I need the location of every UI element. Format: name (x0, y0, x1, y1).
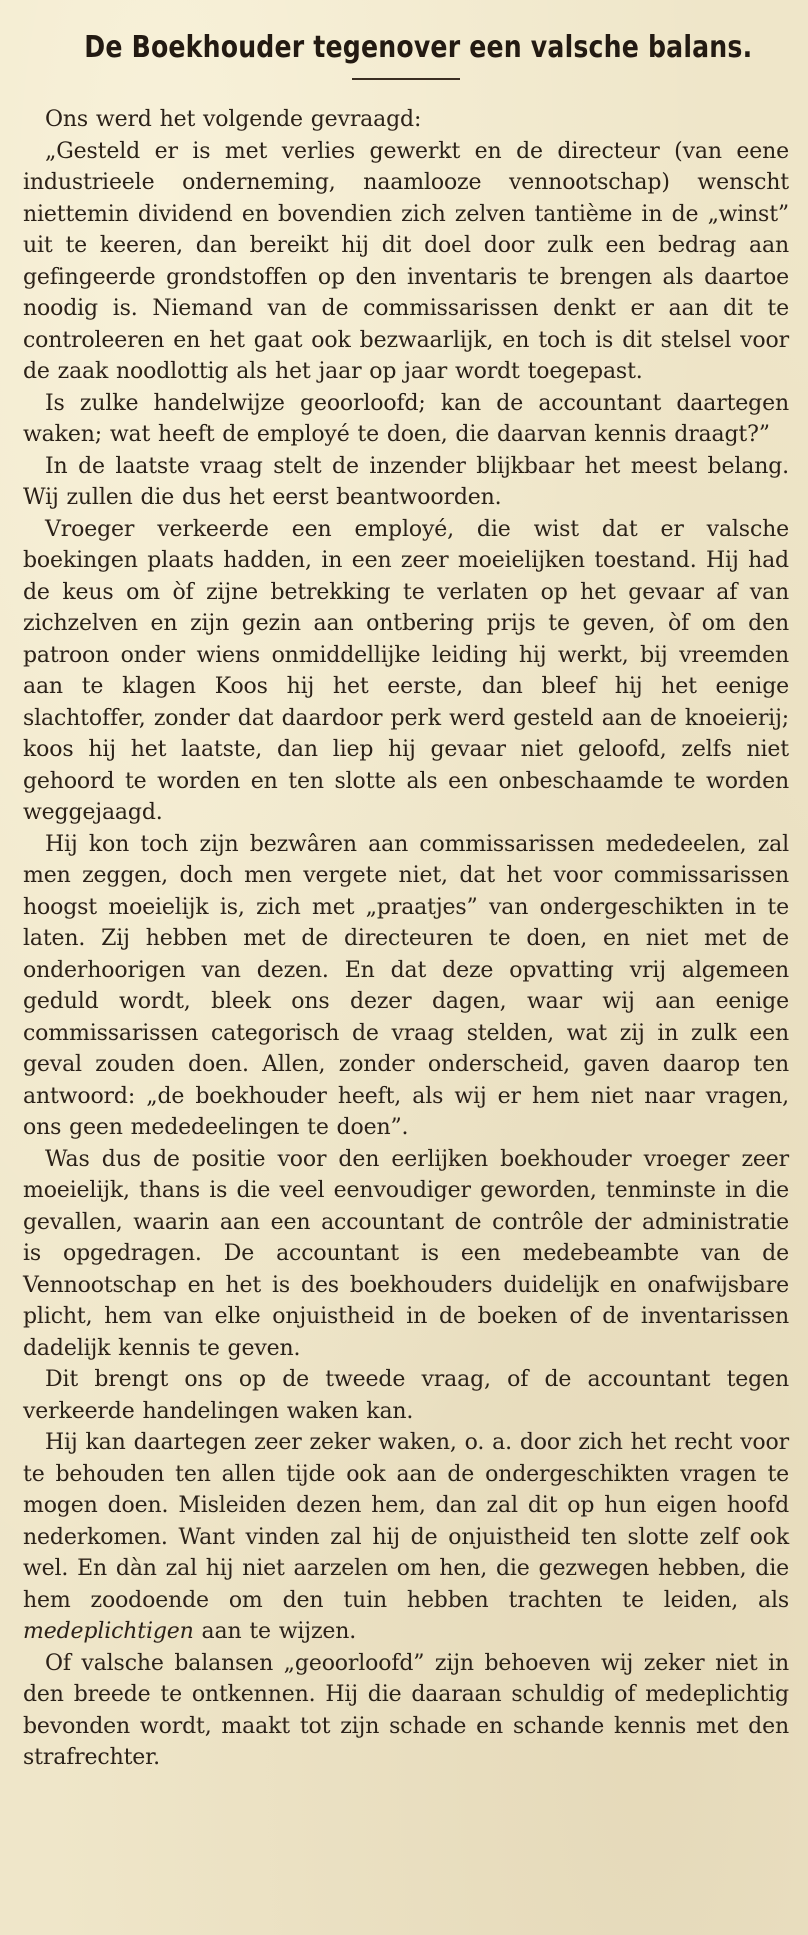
paragraph-4: In de laatste vraag stelt de inzender blijkbaar het meest belang. Wij zullen die dus het eerst beantwoorden. (23, 453, 789, 510)
emphasis-medeplichtigen: medeplichtigen (23, 1619, 194, 1644)
paragraph-3: Is zulke handelwijze geoorloofd; kan de accountant daartegen waken; wat heeft de employé te doen, die daarvan kennis draagt?” (23, 390, 789, 447)
title-divider (352, 78, 460, 80)
paragraph-7: Was dus de positie voor den eerlijken boekhouder vroeger zeer moeielijk, thans is die veel eenvoudiger geworden, tenminste in die gevallen, waarin aan een accountant de contrôle der administratie is opgedragen. De accountant is een medebeambte van de Vennootschap en het is des boekhouders duidelijk en onafwijsbare plicht, hem van elke onjuistheid in de boeken of de inventarissen dadelijk kennis te geven. (23, 1146, 789, 1361)
paragraph-9-text: Hij kan daartegen zeer zeker waken, o. a. door zich het recht voor te behouden ten allen tijde ook aan de ondergeschikten vragen te mogen doen. Misleiden dezen hem, dan zal dit op hun eigen hoofd nederkomen. Want vinden zal hij de onjuistheid ten slotte zelf ook wel. En dàn zal hij niet aarzelen om hen, die gezwegen hebben, die hem zoodoende om den tuin hebben trachten te leiden, als (23, 1430, 789, 1613)
paragraph-1: Ons werd het volgende gevraagd: (45, 107, 422, 132)
paragraph-6: Hij kon toch zijn bezwâren aan commissarissen mededeelen, zal men zeggen, doch men vergete niet, dat het voor commissarissen hoogst moeielijk is, zich met „praatjes” van ondergeschikten in te laten. Zij hebben met de directeuren te doen, en niet met de onderhoorigen van dezen. En dat deze opvatting vrij algemeen geduld wordt, bleek ons dezer dagen, waar wij aan eenige commissarissen categorisch de vraag stelden, wat zij in zulk een geval zouden doen. Allen, zonder onderscheid, gaven daarop ten antwoord: „de boekhouder heeft, als wij er hem niet naar vragen, ons geen mededeelingen te doen”. (23, 831, 789, 1140)
article-body (23, 104, 789, 1774)
paragraph-8: Dit brengt ons op de tweede vraag, of de accountant tegen verkeerde handelingen waken kan. (23, 1367, 789, 1424)
paragraph-9 (23, 1427, 789, 1648)
paragraph-10: Of valsche balansen „geoorloofd” zijn behoeven wij zeker niet in den breede te ontkennen. Hij die daaraan schuldig of medeplichtig bevonden wordt, maakt tot zijn schade en schande kennis met den strafrechter. (23, 1650, 789, 1770)
paragraph-2: „Gesteld er is met verlies gewerkt en de directeur (van eene industrieele onderneming, naamlooze vennootschap) wenscht niettemin dividend en bovendien zich zelven tantième in de „winst” uit te keeren, dan bereikt hij dit doel door zulk een bedrag aan gefingeerde grondstoffen op den inventaris te brengen als daartoe noodig is. Niemand van de commissarissen denkt er aan dit te controleeren en het gaat ook bezwaarlijk, en toch is dit stelsel voor de zaak noodlottig als het jaar op jaar wordt toegepast. (23, 138, 789, 384)
paragraph-9-end: aan te wijzen. (193, 1619, 357, 1644)
paragraph-5: Vroeger verkeerde een employé, die wist dat er valsche boekingen plaats hadden, in een zeer moeielijken toestand. Hij had de keus om òf zijne betrekking te verlaten op het gevaar af van zichzelven en zijn gezin aan ontbering prijs te geven, òf om den patroon onder wiens onmiddellijke leiding hij werkt, bij vreemden aan te klagen Koos hij het eerste, dan bleef hij het eenige slachtoffer, zonder dat daardoor perk werd gesteld aan de knoeierij; koos hij het laatste, dan liep hij gevaar niet geloofd, zelfs niet gehoord te worden en ten slotte als een onbeschaamde te worden weggejaagd. (23, 516, 789, 825)
article-title: De Boekhouder tegenover een valsche balans. (84, 30, 753, 65)
